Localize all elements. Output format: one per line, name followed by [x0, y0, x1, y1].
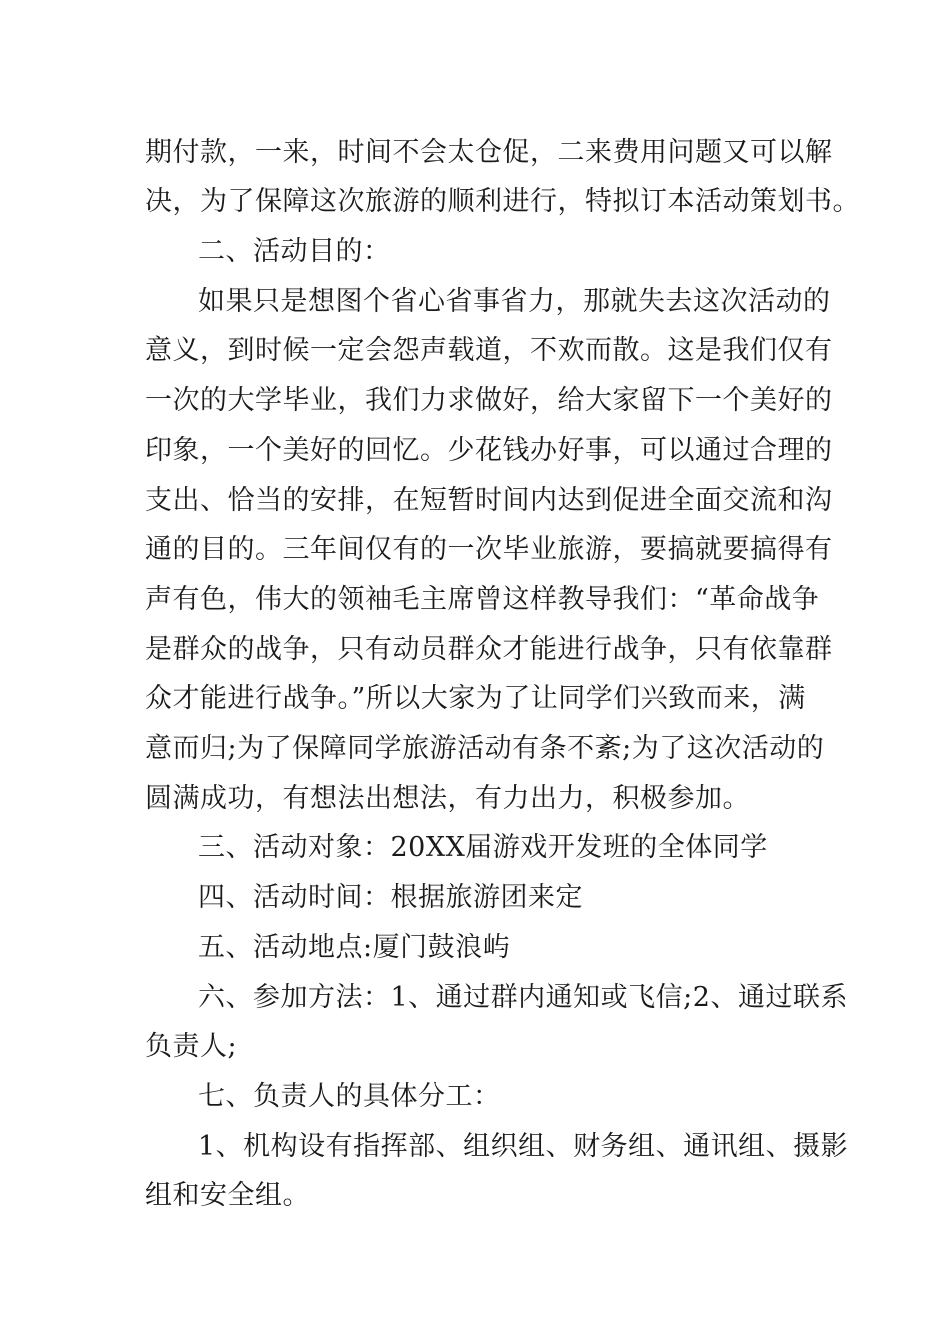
section-heading-activity-location: 五、活动地点:厦门鼓浪屿 — [198, 932, 511, 963]
section-heading-activity-target: 三、活动对象：20XX届游戏开发班的全体同学 — [198, 832, 768, 863]
body-text-line: 通的目的。三年间仅有的一次毕业旅游，要搞就要搞得有 — [145, 534, 833, 565]
section-heading-participation-method: 六、参加方法：1、通过群内通知或飞信;2、通过联系 — [198, 982, 848, 1013]
body-text-line: 组和安全组。 — [145, 1180, 310, 1211]
section-heading-activity-purpose: 二、活动目的： — [198, 236, 391, 267]
body-text-line: 意而归;为了保障同学旅游活动有条不紊;为了这次活动的 — [145, 733, 825, 764]
body-text-line: 圆满成功，有想法出想法，有力出力，积极参加。 — [145, 783, 750, 814]
body-text-line: 意义，到时候一定会怨声载道，不欢而散。这是我们仅有 — [145, 335, 833, 366]
body-text-line: 决，为了保障这次旅游的顺利进行，特拟订本活动策划书。 — [145, 186, 860, 217]
body-text-line: 一次的大学毕业，我们力求做好，给大家留下一个美好的 — [145, 385, 833, 416]
section-heading-activity-time: 四、活动时间：根据旅游团来定 — [198, 882, 583, 913]
body-text-line: 声有色，伟大的领袖毛主席曾这样教导我们：“革命战争 — [145, 584, 820, 615]
body-text-line: 印象，一个美好的回忆。少花钱办好事，可以通过合理的 — [145, 435, 833, 466]
section-heading-responsibilities: 七、负责人的具体分工： — [198, 1081, 501, 1112]
body-text-line: 1、机构设有指挥部、组织组、财务组、通讯组、摄影 — [198, 1131, 849, 1162]
body-text-line: 负责人; — [145, 1031, 238, 1062]
body-text-line: 期付款，一来，时间不会太仓促，二来费用问题又可以解 — [145, 137, 833, 168]
body-text-line: 如果只是想图个省心省事省力，那就失去这次活动的 — [198, 286, 831, 317]
body-text-line: 众才能进行战争。”所以大家为了让同学们兴致而来，满 — [145, 683, 806, 714]
body-text-line: 是群众的战争，只有动员群众才能进行战争，只有依靠群 — [145, 634, 833, 665]
body-text-line: 支出、恰当的安排，在短暂时间内达到促进全面交流和沟 — [145, 485, 833, 516]
